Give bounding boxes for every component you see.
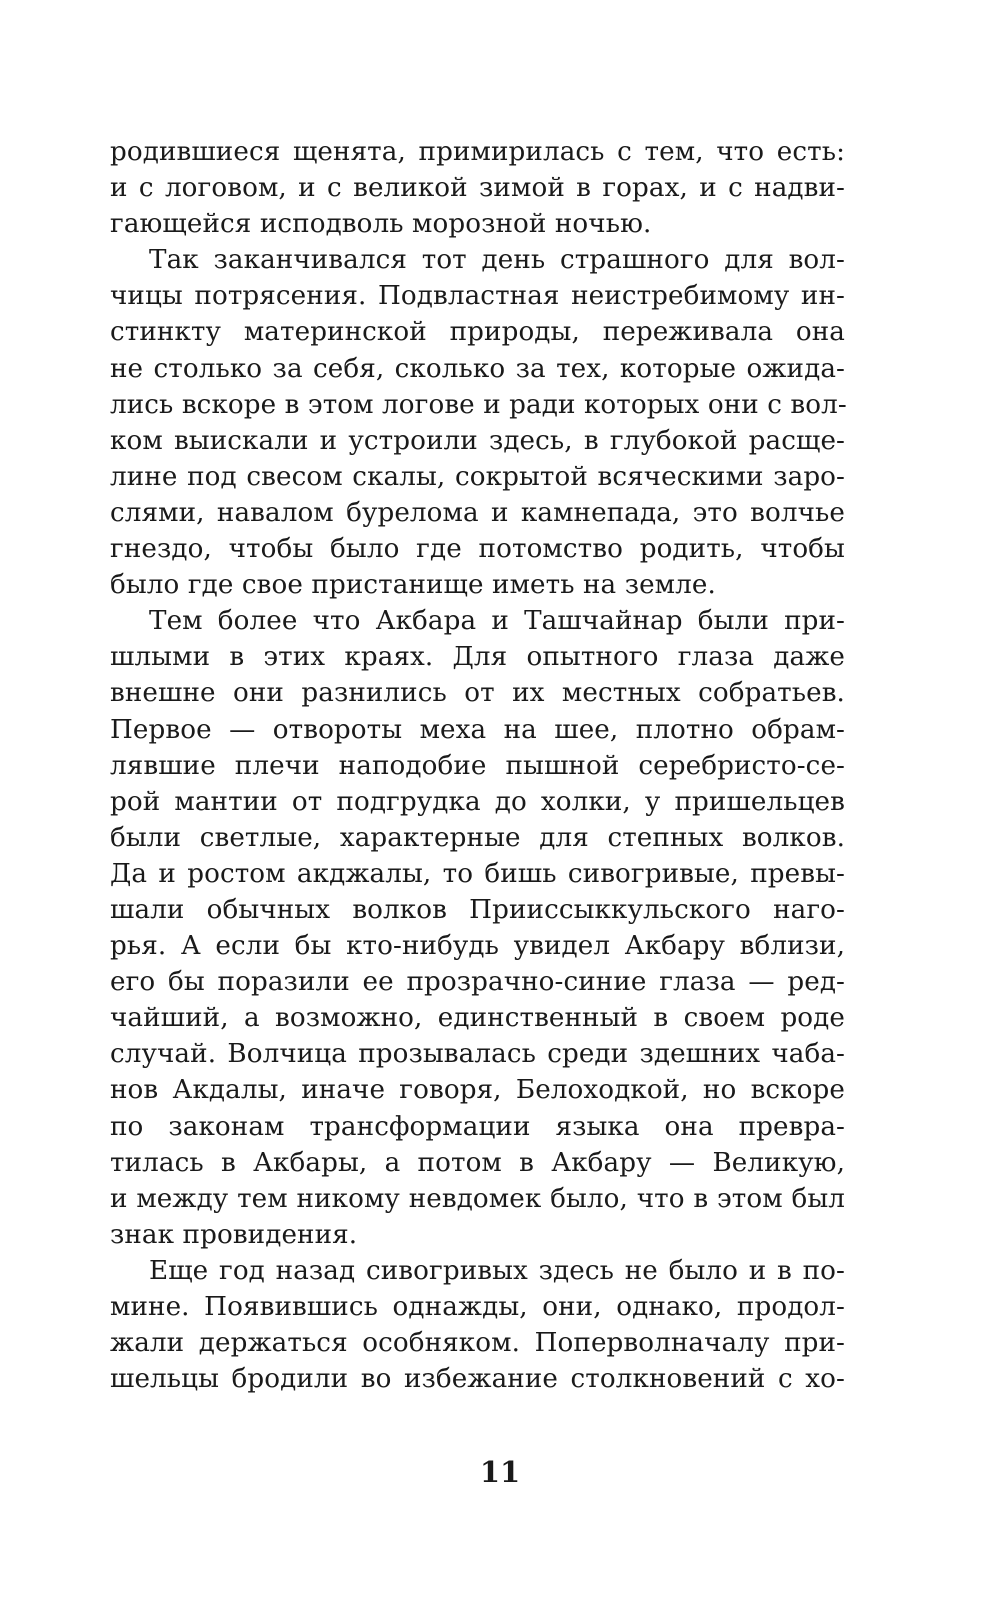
text-line: лись вскоре в этом логове и ради которых они с вол-: [110, 389, 847, 420]
text-line: знак провидения.: [110, 1219, 358, 1250]
text-line: слями, навалом бурелома и камнепада, это волчье: [110, 497, 845, 528]
text-line: Еще год назад сивогривых здесь не было и в по-: [149, 1255, 845, 1286]
text-line: по законам трансформации языка она превра-: [110, 1111, 845, 1142]
text-line: гающейся исподволь морозной ночью.: [110, 209, 652, 240]
text-line: его бы поразили ее прозрачно-синие глаза — ред-: [110, 967, 845, 998]
text-line: жали держаться особняком. Поперволначалу при-: [110, 1328, 845, 1359]
text-line: шельцы бродили во избежание столкновений с хо-: [110, 1364, 845, 1395]
text-line: Тем более что Акбара и Ташчайнар были при-: [149, 606, 845, 637]
text-line: стинкту материнской природы, переживала она: [110, 317, 845, 348]
text-line: гнездо, чтобы было где потомство родить, чтобы: [110, 534, 845, 565]
body-text: [110, 134, 845, 1397]
text-line: Да и ростом акджалы, то бишь сивогривые, превы-: [110, 858, 845, 889]
text-line: мине. Появившись однажды, они, однако, продол-: [110, 1292, 845, 1322]
text-line: рой мантии от подгрудка до холки, у пришельцев: [110, 786, 845, 817]
text-line: не столько за себя, сколько за тех, которые ожида-: [110, 353, 845, 384]
text-line: рья. А если бы кто-нибудь увидел Акбару вблизи,: [110, 931, 845, 962]
text-line: Первое — отвороты меха на шее, плотно обрам-: [110, 714, 845, 745]
text-line: внешне они разнились от их местных собратьев.: [110, 678, 845, 709]
text-line: чайший, а возможно, единственный в своем роде: [110, 1003, 845, 1034]
text-line: нов Акдалы, иначе говоря, Белоходкой, но вскоре: [110, 1075, 845, 1106]
text-line: родившиеся щенята, примирилась с тем, что есть:: [110, 137, 845, 167]
text-line: Так заканчивался тот день страшного для вол-: [149, 245, 845, 276]
text-line: лине под свесом скалы, сокрытой всяческими заро-: [110, 461, 845, 492]
text-line: и между тем никому невдомек было, что в этом был: [110, 1183, 845, 1214]
text-line: ком выискали и устроили здесь, в глубокой расще-: [110, 425, 845, 456]
text-line: шлыми в этих краях. Для опытного глаза даже: [110, 642, 845, 673]
text-line: было где свое пристанище иметь на земле.: [110, 570, 716, 601]
text-line: тилась в Акбары, а потом в Акбару — Великую,: [110, 1147, 845, 1178]
page-number: 11: [479, 1455, 521, 1489]
text-line: и с логовом, и с великой зимой в горах, и с надви-: [110, 173, 845, 204]
text-line: шали обычных волков Приисcыккульского наго-: [110, 894, 845, 925]
text-line: были светлые, характерные для степных волков.: [110, 822, 845, 853]
text-line: лявшие плечи наподобие пышной серебристо-се-: [110, 750, 845, 781]
text-line: случай. Волчица прозывалась среди здешних чаба-: [110, 1039, 845, 1070]
text-line: чицы потрясения. Подвластная неистребимому ин-: [110, 281, 845, 312]
